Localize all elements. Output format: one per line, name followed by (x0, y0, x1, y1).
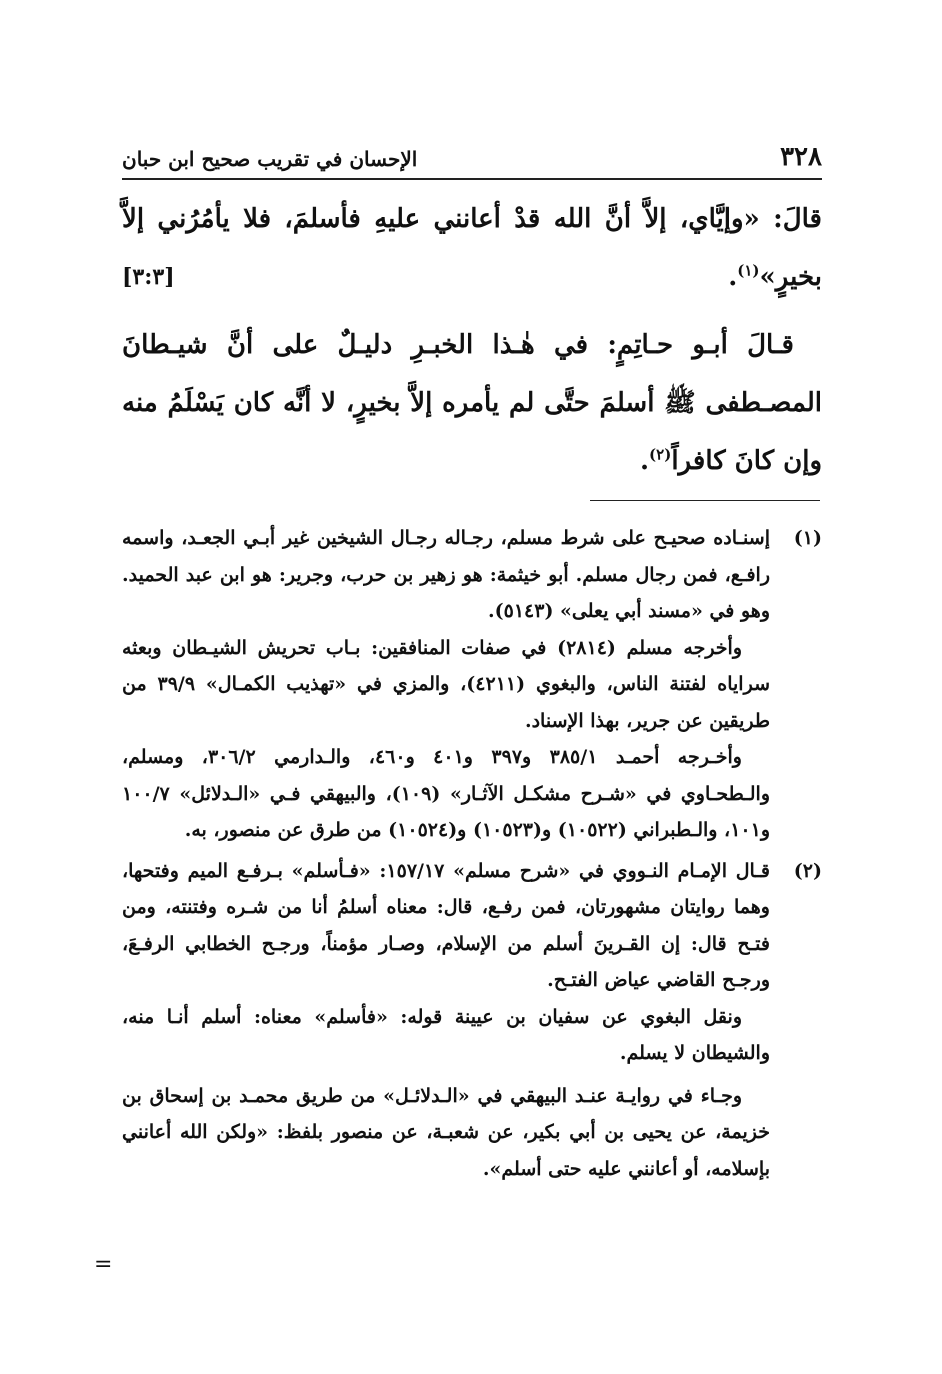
footnote-body (122, 853, 770, 1188)
main-paragraph-1-text: قالَ: «وإيَّاي، إلاَّ أنَّ الله قدْ أعانني عليهِ فأسلمَ، فلا يأمُرُني إلاَّ بخيرٍ» (122, 204, 822, 292)
footnote-body (122, 520, 770, 849)
main-text (122, 190, 822, 490)
hadith-reference: [٣:٣] (122, 264, 175, 290)
continuation-mark: = (94, 1252, 113, 1277)
running-title: الإحسان في تقريب صحيح ابن حبان (122, 147, 418, 171)
footnote-1 (122, 520, 822, 849)
main-paragraph-2-end: . (639, 446, 650, 476)
main-paragraph-2-text: قـالَ أبـو حـاتِمٍ: في هٰـذا الخبـرِ دليـلٌ على أنَّ شيـطانَ المصـطفى ﷺ أسلمَ حتَّى لم يأمره إلاَّ بخيرٍ، لا أنَّه كان يَسْلَمُ منه وإن كانَ كافراً (122, 330, 822, 476)
page-number: ٣٢٨ (780, 142, 822, 172)
page-header (122, 132, 822, 172)
footnotes (122, 520, 822, 1187)
footnote-paragraph: ونقل البغوي عن سفيان بن عيينة قوله: «فأسلم» معناه: أسلم أنـا منه، والشيطان لا يسلم. (122, 1005, 770, 1064)
footnote-2 (122, 853, 822, 1188)
footnote-paragraph: إسنـاده صحيـح على شرط مسلم، رجـاله رجـال الشيخين غير أبـي الجعـد، واسمه رافـع، فمن رجال مسلم. أبو خيثمة: هو زهير بن حرب، وجرير: هو ابن عبد الحميد. وهو في «مسند أبي يعلى» (٥١٤٣). (122, 527, 770, 622)
footnote-paragraph: وجـاء في روايـة عنـد البيهقي في «الـدلائـل» من طريق محمـد بن إسحاق بن خزيمة، عن يحيى بن أبي بكير، عن شعبـة، عن منصور بلفظ: «ولكن الله أعانني بإسلامه، أو أعانني عليه حتى أسلم». (122, 1084, 770, 1180)
footnote-paragraph: قـال الإمـام النـووي في «شرح مسلم» ١٥٧/١٧: «فـأسلم» بـرفـع الميم وفتحها، وهما روايتان مشهورتان، فمن رفـع، قال: معناه أسلمُ أنا من شـره وفتنته، ومن فتـح قال: إن القـرينَ أسلم من الإسلام، وصـار مؤمناً، ورجـح الخطابي الرفـعَ، ورجـح القاضي عياض الفتـح. (122, 859, 770, 991)
main-paragraph-2 (122, 316, 822, 490)
header-rule (122, 178, 822, 180)
footnote-number: (١) (793, 527, 822, 549)
footnote-ref-1: (١) (737, 261, 760, 280)
footnote-paragraph: وأخرجه مسلم (٢٨١٤) في صفات المنافقين: بـاب تحريش الشيـطان وبعثه سراياه لفتنة الناس، والبغوي (٤٢١١)، والمزي في «تهذيب الكمـال» ٣٩/٩ من طريقين عن جرير، بهذا الإسناد. (122, 636, 770, 732)
footnote-number: (٢) (793, 859, 822, 882)
footnote-ref-2: (٢) (649, 445, 672, 464)
footnote-paragraph: وأخـرجه أحمـد ٣٨٥/١ و٣٩٧ و٤٠١ و٤٦٠، والـدارمي ٣٠٦/٢، ومسلم، والـطحـاوي في «شـرح مشكـل الآثـار» (١٠٩)، والبيهقي فـي «الـدلائل» ١٠٠/٧ و١٠١، والـطبراني (١٠٥٢٢) و(١٠٥٢٣) و(١٠٥٢٤) من طرق عن منصور، به. (122, 746, 770, 841)
footnote-separator (590, 500, 820, 501)
main-paragraph-1 (122, 190, 822, 306)
main-paragraph-1-end: . (728, 262, 738, 292)
